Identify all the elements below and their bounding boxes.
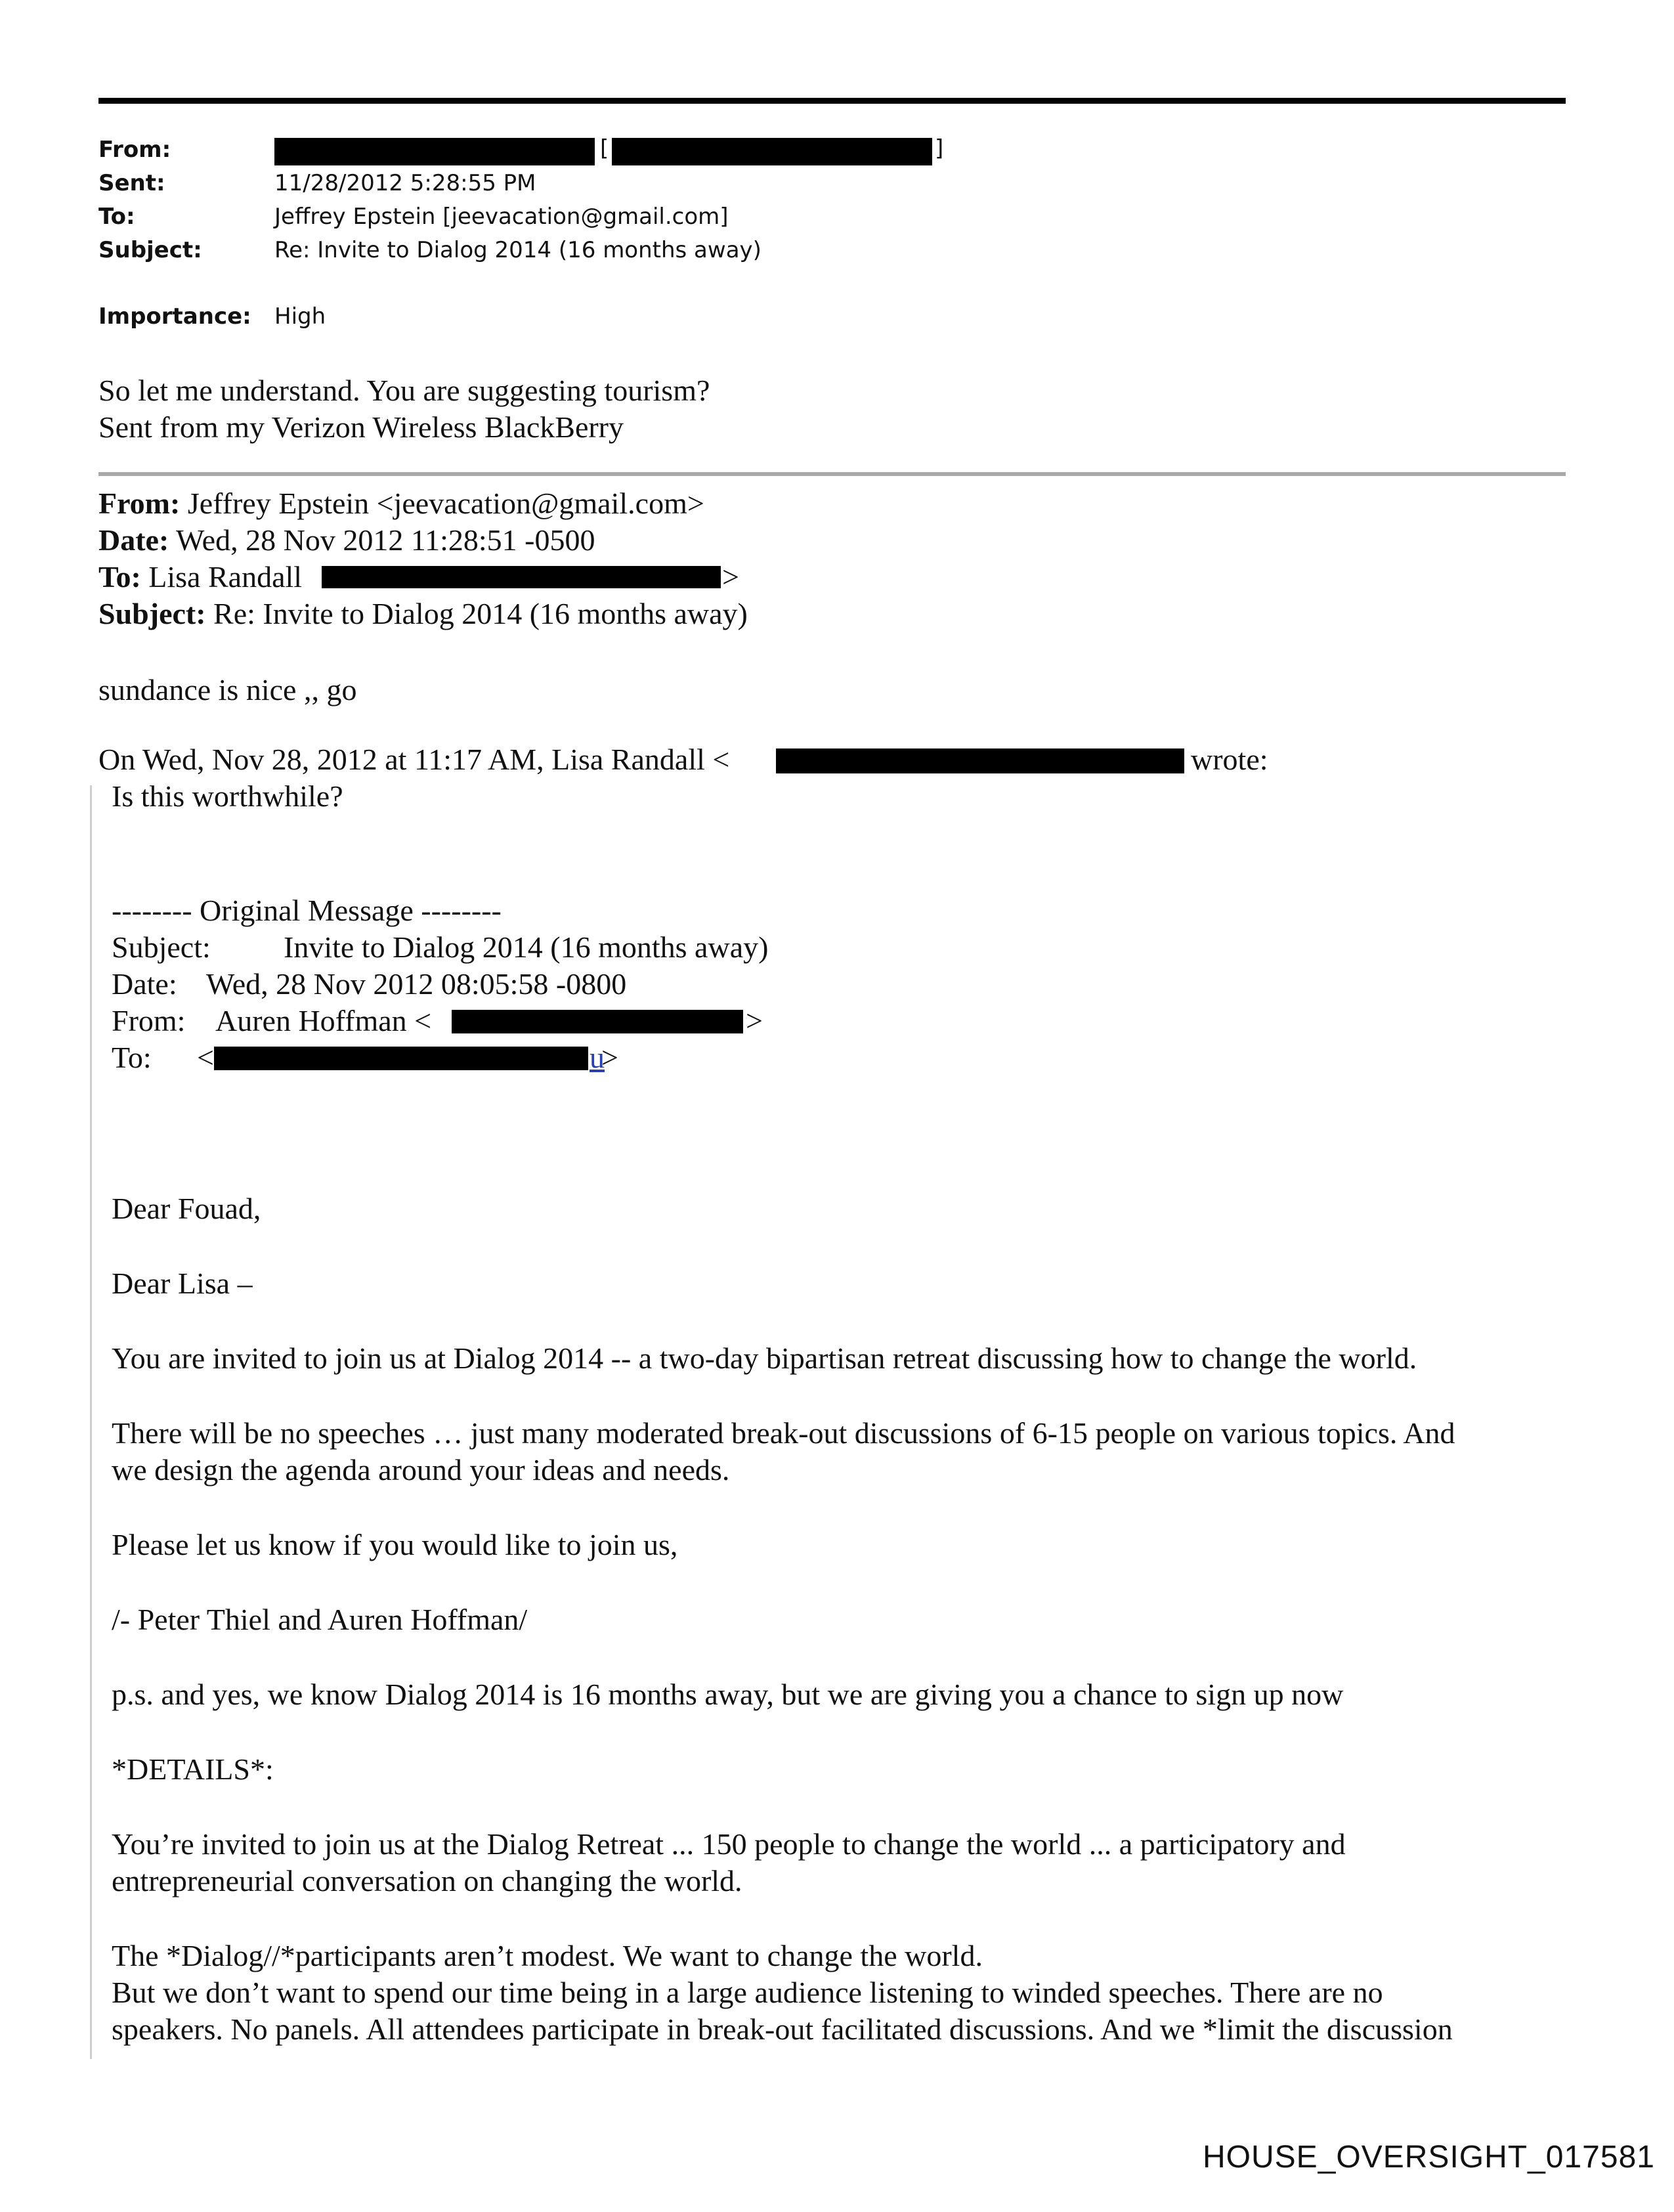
sent-value: 11/28/2012 5:28:55 PM xyxy=(274,170,536,196)
quoted-date: Date: Wed, 28 Nov 2012 11:28:51 -0500 xyxy=(98,523,595,557)
original-subject-label: Subject: xyxy=(112,930,211,964)
subject-label: Subject: xyxy=(98,237,202,263)
epstein-message: sundance is nice ,, go xyxy=(98,673,357,706)
quote-bar xyxy=(90,785,92,2059)
importance-value: High xyxy=(274,303,326,330)
redaction-bar xyxy=(214,1047,588,1070)
redaction-bar xyxy=(274,138,595,165)
original-from-tail: > xyxy=(746,1004,763,1037)
top-rule xyxy=(98,98,1566,104)
attribution-prefix: On Wed, Nov 28, 2012 at 11:17 AM, Lisa Randall < xyxy=(98,743,730,776)
sent-label: Sent: xyxy=(98,170,165,196)
body-paragraph: we design the agenda around your ideas and needs. xyxy=(112,1453,730,1486)
quoted-subject: Subject: Re: Invite to Dialog 2014 (16 months away) xyxy=(98,597,748,630)
redaction-bar xyxy=(452,1010,743,1033)
quoted-from: From: Jeffrey Epstein <jeevacation@gmail.com> xyxy=(98,487,704,520)
signature: /- Peter Thiel and Auren Hoffman/ xyxy=(112,1603,528,1636)
quoted-to-tail: > xyxy=(722,560,739,594)
to-value: Jeffrey Epstein [jeevacation@gmail.com] xyxy=(274,204,729,230)
importance-label: Importance: xyxy=(98,303,251,330)
from-label: From: xyxy=(98,137,171,163)
reply-line: So let me understand. You are suggesting tourism? xyxy=(98,374,710,407)
original-to-email-link[interactable]: u xyxy=(590,1041,605,1074)
bates-number: HOUSE_OVERSIGHT_017581 xyxy=(1203,2140,1655,2175)
original-date-value: Wed, 28 Nov 2012 08:05:58 -0800 xyxy=(206,967,627,1001)
bracket-close: ] xyxy=(935,135,944,162)
original-to-open: < xyxy=(197,1041,214,1074)
to-label: To: xyxy=(98,204,135,230)
greeting-lisa: Dear Lisa – xyxy=(112,1267,253,1300)
greeting-fouad: Dear Fouad, xyxy=(112,1192,261,1225)
original-from-value: Auren Hoffman < xyxy=(215,1004,432,1037)
body-paragraph: speakers. No panels. All attendees participate in break-out facilitated discussions. And we *limit the discussion xyxy=(112,2012,1453,2046)
original-from-label: From: xyxy=(112,1004,186,1037)
attribution-suffix: wrote: xyxy=(1191,743,1268,776)
original-to-label: To: xyxy=(112,1041,152,1074)
body-paragraph: entrepreneurial conversation on changing the world. xyxy=(112,1864,742,1898)
body-paragraph: You are invited to join us at Dialog 2014 -- a two-day bipartisan retreat discussing how to change the world. xyxy=(112,1341,1417,1375)
original-subject-value: Invite to Dialog 2014 (16 months away) xyxy=(284,930,769,964)
body-paragraph: There will be no speeches … just many moderated break-out discussions of 6-15 people on various topics. And xyxy=(112,1416,1455,1450)
redaction-bar xyxy=(322,566,721,588)
original-date-label: Date: xyxy=(112,967,177,1001)
randall-message: Is this worthwhile? xyxy=(112,779,343,813)
separator-rule xyxy=(98,472,1566,476)
redaction-bar xyxy=(612,138,932,165)
bracket-open: [ xyxy=(600,135,609,162)
postscript: p.s. and yes, we know Dialog 2014 is 16 months away, but we are giving you a chance to sign up now xyxy=(112,1678,1344,1711)
original-to-close: > xyxy=(601,1041,618,1074)
original-divider: -------- Original Message -------- xyxy=(112,894,502,927)
body-paragraph: Please let us know if you would like to join us, xyxy=(112,1528,678,1561)
body-paragraph: But we don’t want to spend our time being in a large audience listening to winded speeches. There are no xyxy=(112,1976,1383,2009)
details-heading: *DETAILS*: xyxy=(112,1752,274,1786)
redaction-bar xyxy=(776,748,1184,773)
quoted-to: To: Lisa Randall xyxy=(98,560,303,594)
body-paragraph: You’re invited to join us at the Dialog Retreat ... 150 people to change the world ... a participatory and xyxy=(112,1827,1346,1861)
reply-signature: Sent from my Verizon Wireless BlackBerry xyxy=(98,410,624,444)
subject-value: Re: Invite to Dialog 2014 (16 months away) xyxy=(274,237,762,263)
body-paragraph: The *Dialog//*participants aren’t modest. We want to change the world. xyxy=(112,1939,983,1972)
